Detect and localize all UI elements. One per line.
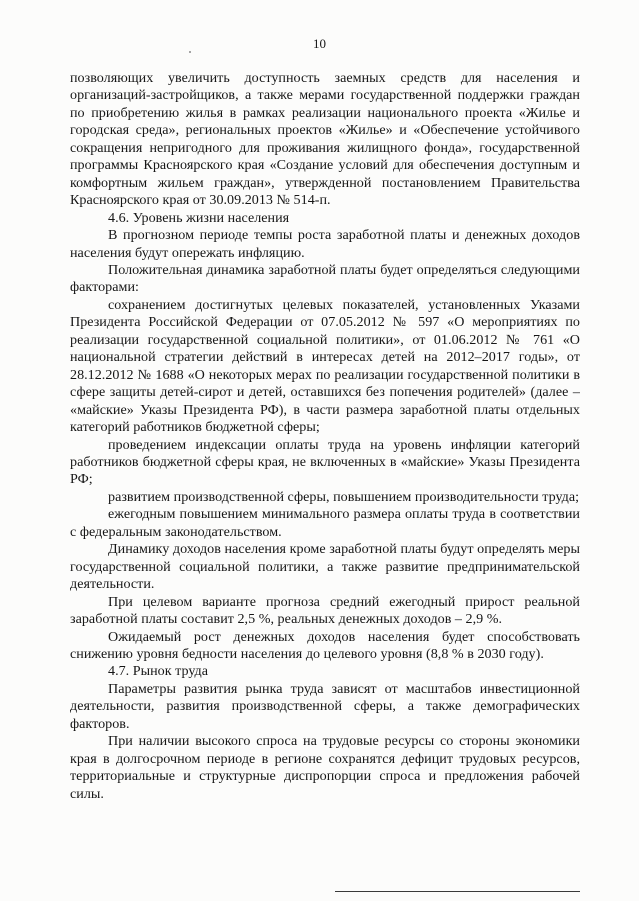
section-heading-living-standards: 4.6. Уровень жизни населения (108, 209, 290, 226)
paragraph-wage-growth: В прогнозном периоде темпы роста заработной платы и денежных доходов населения будут опережать инфляцию. (70, 227, 580, 261)
page-number: 10 (313, 36, 326, 51)
paragraph-wage-factors-intro: Положительная динамика заработной платы будет определяться следующими факторами: (70, 261, 580, 296)
paragraph-labor-parameters: Параметры развития рынка труда зависят от масштабов инвестиционной деятельности, развития производственной сферы, а также демографических факторов. (70, 680, 580, 732)
list-item-minimum-wage: ежегодным повышением минимального размера оплаты труда в соответствии с федеральным законодательством. (70, 506, 580, 540)
list-item-productivity: развитием производственной сферы, повышением производительности труда; (108, 488, 580, 505)
footer-rule (335, 891, 580, 892)
paragraph-labor-deficit: При наличии высокого спроса на трудовые ресурсы со стороны экономики края в долгосрочном периоде в регионе сохранятся дефицит трудовых ресурсов, территориальные и структурные диспропорции спроса и предложения рабочей силы. (70, 733, 580, 802)
paragraph-target-forecast: При целевом варианте прогноза средний ежегодный прирост реальной заработной платы составит 2,5 %, реальных денежных доходов – 2,9 %. (70, 593, 580, 628)
scan-artifact (189, 51, 191, 53)
paragraph-housing-continuation: позволяющих увеличить доступность заемных средств для населения и организаций-застройщиков, а также мерами государственной поддержки граждан по приобретению жилья в рамках реализации национального проекта «Жилье и городская среда», региональных проектов «Жилье» и «Обеспечение устойчивого сокращения непригодного для проживания жилищного фонда», государственной программы Красноярского края «Создание условий для обеспечения доступным и комфортным жильем граждан», утвержденной постановлением Правительства Красноярского края от 30.09.2013 № 514-п. (70, 70, 580, 209)
body-text (70, 70, 580, 803)
list-item-indexation: проведением индексации оплаты труда на уровень инфляции категорий работников бюджетной сферы края, не включенных в «майские» Указы Президента РФ; (70, 436, 580, 488)
section-heading-labor-market: 4.7. Рынок труда (108, 663, 209, 680)
paragraph-income-dynamics: Динамику доходов населения кроме заработной платы будут определять меры государственной социальной политики, а также развитие предпринимательской деятельности. (70, 541, 580, 593)
paragraph-poverty-level: Ожидаемый рост денежных доходов населения будет способствовать снижению уровня бедности населения до целевого уровня (8,8 % в 2030 году). (70, 628, 580, 662)
list-item-may-decrees: сохранением достигнутых целевых показателей, установленных Указами Президента Российской Федерации от 07.05.2012 № 597 «О мероприятиях по реализации государственной социальной политики», от 01.06.2012 № 761 «О национальной стратегии действий в интересах детей на 2012–2017 годы», от 28.12.2012 № 1688 «О некоторых мерах по реализации государственной политики в сфере защиты детей-сирот и детей, оставшихся без попечения родителей» (далее – «майские» Указы Президента РФ), в части размера заработной платы отдельных категорий работников бюджетной сферы; (70, 296, 580, 436)
